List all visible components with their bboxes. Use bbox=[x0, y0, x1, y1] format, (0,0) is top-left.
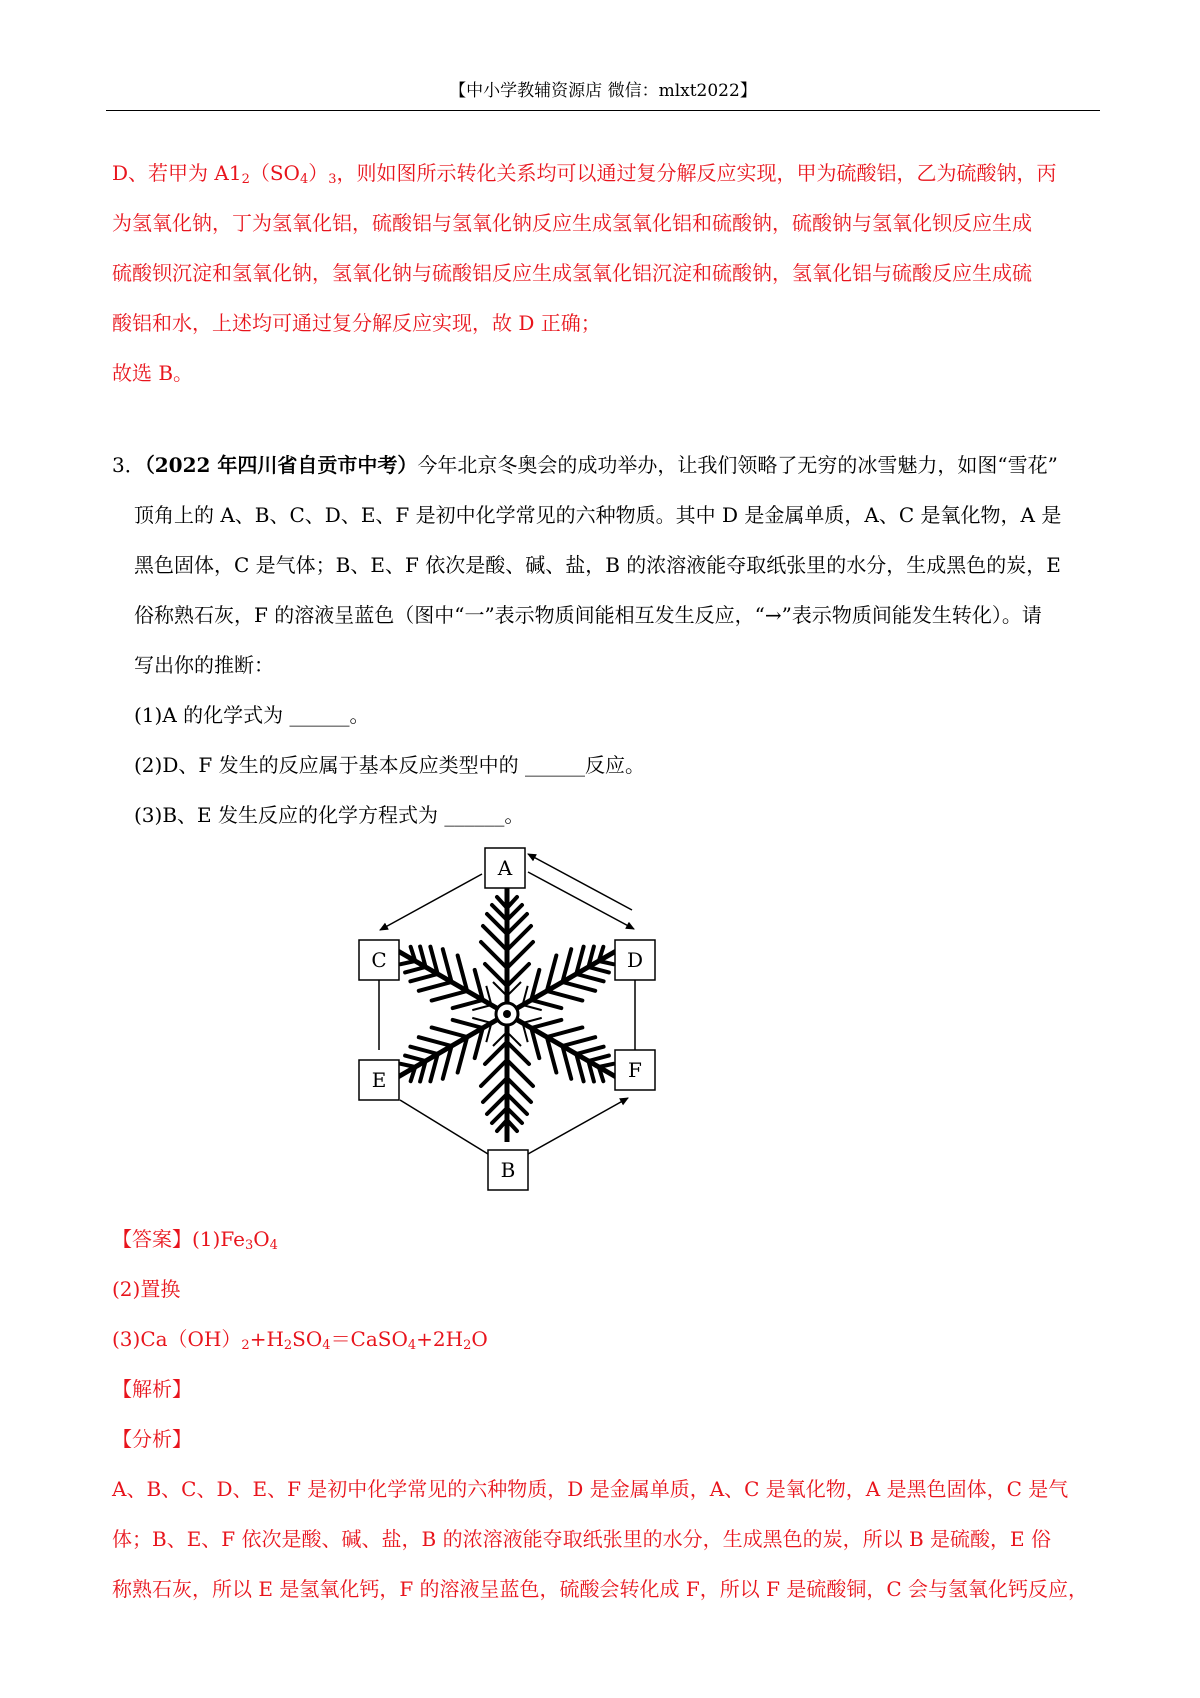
header-divider bbox=[106, 110, 1100, 111]
answer-section bbox=[112, 1214, 1102, 1614]
analysis-line-2: 体；B、E、F 依次是酸、碱、盐，B 的浓溶液能夺取纸张里的水分，生成黑色的炭，所以 B 是硫酸，E 俗 bbox=[112, 1527, 1051, 1551]
answer-1: 【答案】$(1)Fe_3O_4$ bbox=[112, 1227, 278, 1253]
question-3-line-1: 3．（2022 年四川省自贡市中考）今年北京冬奥会的成功举办，让我们领略了无穷的冰雪魅力，如图“雪花” bbox=[112, 453, 1058, 477]
snowflake-figure bbox=[112, 844, 1102, 1214]
sub-question-2: (2)D、F 发生的反应属于基本反应类型中的 ______反应。 bbox=[134, 753, 645, 777]
sub-question-1: (1)A 的化学式为 ______。 bbox=[134, 703, 370, 727]
part-d-line-4: 酸铝和水，上述均可通过复分解反应实现，故 D 正确； bbox=[112, 311, 601, 335]
part-d-line-1: D、若甲为 $A1_2(SO_4)_3$，则如图所示转化关系均可以通过复分解反应实现，甲为硫酸铝，乙为硫酸钠，丙 bbox=[112, 161, 1057, 187]
question-number: 3． bbox=[112, 453, 145, 477]
part-d-conclusion: 故选 B。 bbox=[112, 361, 194, 385]
line-e-b bbox=[400, 1100, 488, 1154]
question-3-line-5: 写出你的推断： bbox=[134, 653, 274, 677]
question-3-line-4: 俗称熟石灰，F 的溶液呈蓝色（图中“一”表示物质间能相互发生反应，“→”表示物质间能发生转化）。请 bbox=[134, 603, 1042, 627]
question-3-line-3: 黑色固体，C 是气体；B、E、F 依次是酸、碱、盐，B 的浓溶液能夺取纸张里的水分，生成黑色的炭，E bbox=[134, 553, 1061, 577]
page-content bbox=[112, 148, 1102, 1614]
arrow-d-to-a bbox=[528, 854, 632, 910]
question-3-line-2: 顶角上的 A、B、C、D、E、F 是初中化学常见的六种物质。其中 D 是金属单质，A、C 是氧化物，A 是 bbox=[134, 503, 1062, 527]
node-b-label: B bbox=[500, 1158, 516, 1182]
question-source: （2022 年四川省自贡市中考） bbox=[144, 453, 418, 477]
node-a-label: A bbox=[497, 856, 513, 880]
question-3 bbox=[112, 440, 1102, 840]
answer-3: $(3)Ca(OH)_2+H_2SO_4=CaSO_4+2H_2O$ bbox=[112, 1327, 488, 1353]
node-e-label: E bbox=[371, 1068, 387, 1092]
arrow-a-to-c bbox=[380, 874, 482, 930]
arrow-a-to-d bbox=[528, 872, 634, 929]
answer-label: 【答案】 bbox=[112, 1227, 192, 1251]
node-f-label: F bbox=[628, 1058, 642, 1082]
answer-2: (2)置换 bbox=[112, 1277, 181, 1301]
snowflake-icon bbox=[383, 886, 631, 1142]
jiexi-label: 【解析】 bbox=[112, 1377, 192, 1401]
analysis-line-3: 称熟石灰，所以 E 是氢氧化钙，F 的溶液呈蓝色，硫酸会转化成 F，所以 F 是硫酸铜，C 会与氢氧化钙反应， bbox=[112, 1577, 1089, 1601]
part-d-line-3: 硫酸钡沉淀和氢氧化钠，氢氧化钠与硫酸铝反应生成氢氧化铝沉淀和硫酸钠，氢氧化铝与硫酸反应生成硫 bbox=[112, 261, 1032, 285]
sub-question-3: (3)B、E 发生反应的化学方程式为 ______。 bbox=[134, 803, 525, 827]
part-d-explanation bbox=[112, 148, 1102, 398]
fenxi-label: 【分析】 bbox=[112, 1427, 192, 1451]
analysis-line-1: A、B、C、D、E、F 是初中化学常见的六种物质，D 是金属单质，A、C 是氧化物，A 是黑色固体，C 是气 bbox=[112, 1477, 1069, 1501]
snowflake-diagram bbox=[352, 844, 672, 1204]
page-header: 【中小学教辅资源店 微信：mlxt2022】 bbox=[449, 81, 757, 101]
part-d-line-2: 为氢氧化钠，丁为氢氧化铝，硫酸铝与氢氧化钠反应生成氢氧化铝和硫酸钠，硫酸钠与氢氧化钡反应生成 bbox=[112, 211, 1032, 235]
node-d-label: D bbox=[626, 948, 644, 972]
arrow-b-to-f bbox=[528, 1098, 628, 1154]
node-c-label: C bbox=[371, 948, 387, 972]
